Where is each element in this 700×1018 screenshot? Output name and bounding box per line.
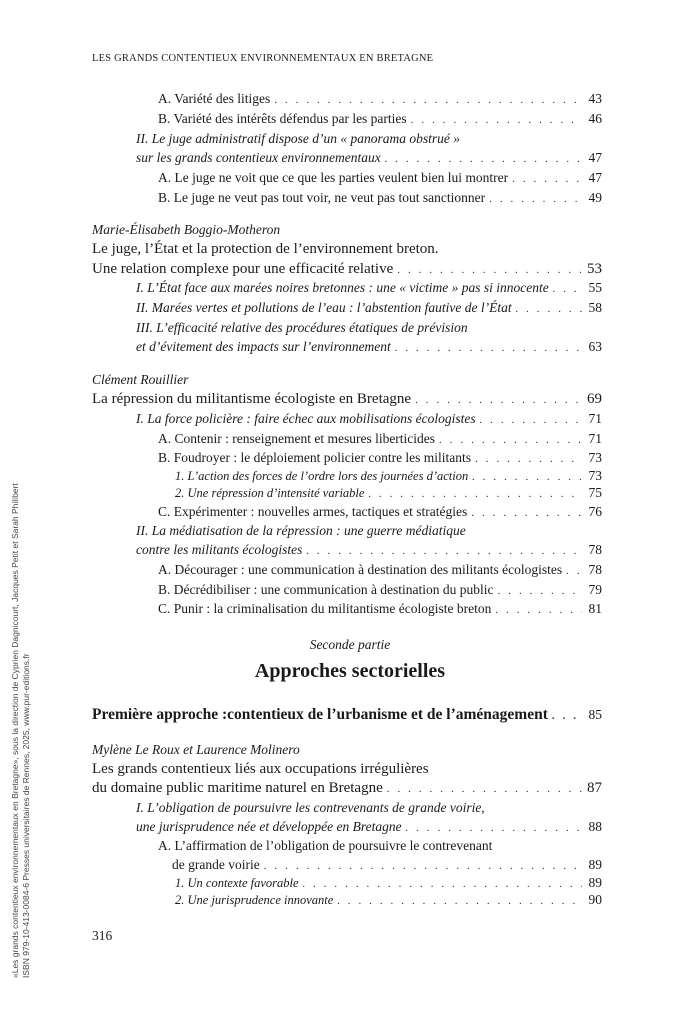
side-note-line-2: ISBN 979-10-413-0084-6 Presses universitaires de Rennes, 2025, www.pur-editions.fr bbox=[21, 653, 31, 978]
toc-entry[interactable]: A. Contenir : renseignement et mesures liberticides . . . 71 bbox=[158, 429, 602, 449]
toc-entry[interactable]: A. Décourager : une communication à destination des militants écologistes . . . 78 bbox=[158, 560, 602, 580]
part-label: Seconde partie bbox=[309, 637, 391, 652]
chapter-title-line: Le juge, l’État et la protection de l’environnement breton. bbox=[92, 241, 439, 257]
side-note-line-1: «Les grands contentieux environnementaux en Bretagne», sous la direction de Cyprien Dagnicourt, Jacques Petit et Sarah Philibert bbox=[10, 483, 20, 978]
copyright-side-note bbox=[10, 483, 32, 978]
toc-entry[interactable]: C. Expérimenter : nouvelles armes, tactiques et stratégies . . . 76 bbox=[158, 502, 602, 522]
chapter-entry[interactable]: La répression du militantisme écologiste en Bretagne . . . 69 bbox=[92, 389, 602, 409]
toc-entry[interactable]: C. Punir : la criminalisation du militantisme écologiste breton . . . 81 bbox=[158, 599, 602, 619]
chapter-entry[interactable]: Une relation complexe pour une efficacité relative . . . 53 bbox=[92, 259, 602, 279]
toc-entry[interactable]: et d’évitement des impacts sur l’environnement . . . 63 bbox=[136, 337, 602, 357]
approach-entry[interactable]: Première approche :contentieux de l’urbanisme et de l’aménagement . . . 85 bbox=[92, 704, 602, 726]
chapter-title-line: Les grands contentieux liés aux occupations irrégulières bbox=[92, 761, 429, 777]
toc-entry[interactable]: B. Foudroyer : le déploiement policier contre les militants . . . 73 bbox=[158, 448, 602, 468]
toc-entry[interactable]: 1. L’action des forces de l’ordre lors des journées d’action . . . 73 bbox=[175, 466, 602, 486]
toc-entry[interactable]: A. Le juge ne voit que ce que les parties veulent bien lui montrer . . . 47 bbox=[158, 168, 602, 188]
toc-entry[interactable]: une jurisprudence née et développée en Bretagne . . . 88 bbox=[136, 817, 602, 837]
toc-entry[interactable]: II. Marées vertes et pollutions de l’eau : l’abstention fautive de l’État . . . 58 bbox=[136, 298, 602, 318]
author-name: Mylène Le Roux et Laurence Molinero bbox=[92, 742, 300, 757]
toc-section-line: III. L’efficacité relative des procédures étatiques de prévision bbox=[136, 320, 468, 335]
toc-entry[interactable]: B. Décrédibiliser : une communication à destination du public . . . 79 bbox=[158, 580, 602, 600]
toc-entry[interactable]: B. Variété des intérêts défendus par les parties . . . 46 bbox=[158, 109, 602, 129]
toc-entry[interactable]: 1. Un contexte favorable . . . 89 bbox=[175, 873, 602, 893]
author-name: Marie-Élisabeth Boggio-Motheron bbox=[92, 222, 281, 237]
author-name: Clément Rouillier bbox=[92, 372, 189, 387]
toc-entry[interactable]: 2. Une répression d’intensité variable . . . 75 bbox=[175, 483, 602, 503]
toc-entry[interactable]: de grande voirie . . . 89 bbox=[172, 855, 602, 875]
toc-section-line: A. L’affirmation de l’obligation de poursuivre le contrevenant bbox=[158, 838, 493, 853]
toc-section-line: I. L’obligation de poursuivre les contrevenants de grande voirie, bbox=[136, 800, 485, 815]
toc-entry[interactable]: 2. Une jurisprudence innovante . . . 90 bbox=[175, 890, 602, 910]
page-number: 316 bbox=[92, 928, 113, 943]
running-header: LES GRANDS CONTENTIEUX ENVIRONNEMENTAUX EN BRETAGNE bbox=[92, 53, 434, 64]
toc-section-line: II. La médiatisation de la répression : une guerre médiatique bbox=[136, 523, 466, 538]
toc-entry[interactable]: B. Le juge ne veut pas tout voir, ne veut pas tout sanctionner . . . 49 bbox=[158, 188, 602, 208]
toc-entry[interactable]: A. Variété des litiges . . . 43 bbox=[158, 89, 602, 109]
chapter-entry[interactable]: du domaine public maritime naturel en Bretagne . . . 87 bbox=[92, 778, 602, 798]
toc-entry[interactable]: contre les militants écologistes . . . 78 bbox=[136, 540, 602, 560]
part-title: Approches sectorielles bbox=[254, 660, 446, 682]
toc-entry[interactable]: sur les grands contentieux environnementaux . . . 47 bbox=[136, 148, 602, 168]
toc-entry[interactable]: I. La force policière : faire échec aux mobilisations écologistes . . . 71 bbox=[136, 409, 602, 429]
toc-entry[interactable]: I. L’État face aux marées noires bretonnes : une « victime » pas si innocente . . . 55 bbox=[136, 278, 602, 298]
toc-section-line: II. Le juge administratif dispose d’un « panorama obstrué » bbox=[136, 131, 460, 146]
